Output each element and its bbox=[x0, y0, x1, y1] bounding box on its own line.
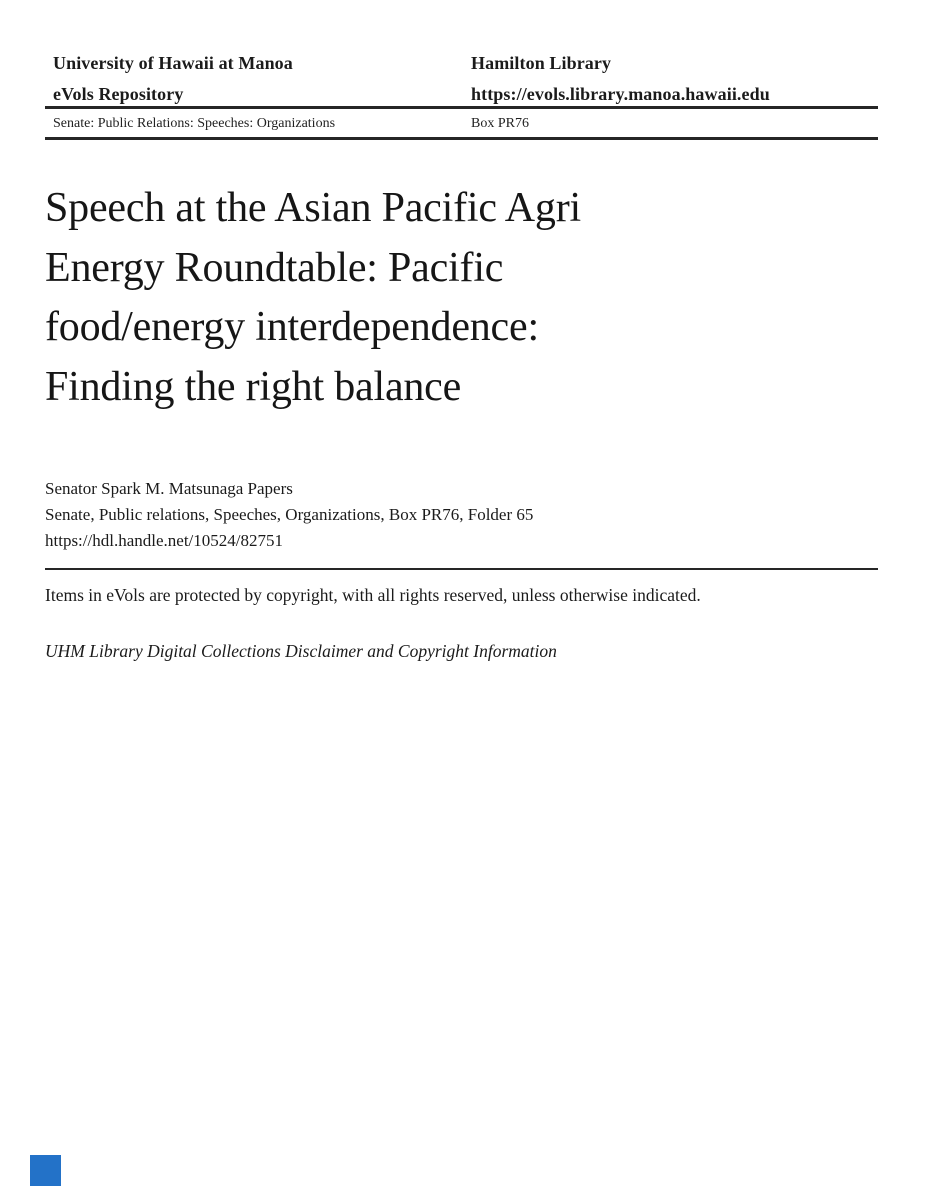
box-label: Box PR76 bbox=[471, 116, 529, 131]
header-library: Hamilton Library bbox=[471, 53, 612, 73]
header-institution: University of Hawaii at Manoa bbox=[53, 53, 293, 73]
disclaimer-link[interactable]: UHM Library Digital Collections Disclaimer and Copyright Information bbox=[45, 641, 557, 661]
footer-divider bbox=[45, 568, 878, 570]
header-divider-top bbox=[45, 106, 878, 109]
header-repository: eVols Repository bbox=[53, 84, 184, 104]
title-line-4: Finding the right balance bbox=[45, 363, 462, 410]
metadata-block bbox=[45, 476, 533, 554]
metadata-location: Senate, Public relations, Speeches, Organizations, Box PR76, Folder 65 bbox=[45, 505, 534, 524]
title-line-2: Energy Roundtable: Pacific bbox=[45, 244, 504, 291]
title-line-1: Speech at the Asian Pacific Agri bbox=[45, 185, 581, 231]
header-repository-url[interactable]: https://evols.library.manoa.hawaii.edu bbox=[471, 84, 770, 104]
rights-statement: Items in eVols are protected by copyright, with all rights reserved, unless otherwise indicated. bbox=[45, 585, 701, 605]
document-title bbox=[45, 179, 581, 417]
blue-square-marker bbox=[30, 1155, 61, 1186]
header-divider-bottom bbox=[45, 137, 878, 140]
metadata-handle-link[interactable]: https://hdl.handle.net/10524/82751 bbox=[45, 531, 283, 550]
collection-path: Senate: Public Relations: Speeches: Organizations bbox=[53, 116, 336, 131]
metadata-collection: Senator Spark M. Matsunaga Papers bbox=[45, 479, 293, 498]
title-line-3: food/energy interdependence: bbox=[45, 304, 539, 350]
